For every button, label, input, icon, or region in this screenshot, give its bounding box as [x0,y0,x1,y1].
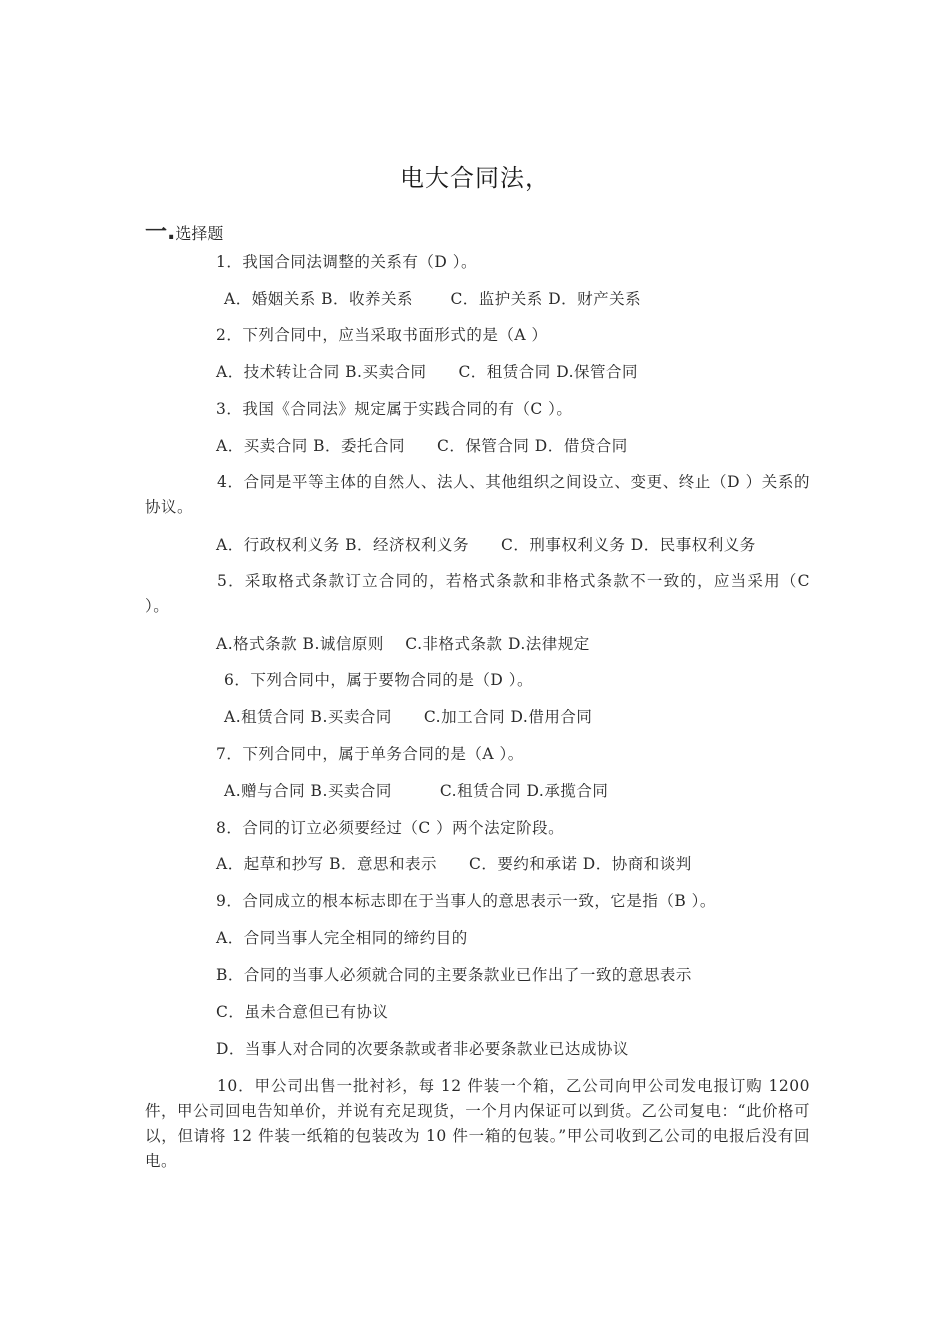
document-title: 电大合同法， [400,164,550,192]
question-3-options: A．买卖合同 B．委托合同 C．保管合同 D．借贷合同 [216,437,628,455]
question-7-options: A.赠与合同 B.买卖合同 C.租赁合同 D.承揽合同 [224,782,609,800]
question-5-options: A.格式条款 B.诚信原则 C.非格式条款 D.法律规定 [216,635,590,653]
section-number: 一. [145,220,176,245]
question-4-options: A．行政权利义务 B．经济权利义务 C．刑事权利义务 D．民事权利义务 [216,536,756,554]
question-8: 8．合同的订立必须要经过（C ）两个法定阶段。 [216,819,565,837]
question-9: 9．合同成立的根本标志即在于当事人的意思表示一致，它是指（B ）。 [216,892,716,910]
question-9-option-b: B．合同的当事人必须就合同的主要条款业已作出了一致的意思表示 [216,966,692,984]
question-8-options: A．起草和抄写 B．意思和表示 C．要约和承诺 D．协商和谈判 [216,855,692,873]
question-9-option-a: A．合同当事人完全相同的缔约目的 [216,929,468,947]
question-4: 4．合同是平等主体的自然人、法人、其他组织之间设立、变更、终止（D ）关系的协议。 [145,473,810,516]
question-10: 10．甲公司出售一批衬衫，每 12 件装一个箱，乙公司向甲公司发电报订购 1200 件，甲公司回电告知单价，并说有充足现货，一个月内保证可以到货。乙公司复电：“此价格可以，但请将 12 件装一纸箱的包装改为 10 件一箱的包装。”甲公司收到乙公司的电报后没有回电。 [145,1077,810,1170]
question-6: 6．下列合同中，属于要物合同的是（D ）。 [224,671,533,689]
question-2-options: A．技术转让合同 B.买卖合同 C．租赁合同 D.保管合同 [216,363,639,381]
question-9-option-d: D．当事人对合同的次要条款或者非必要条款业已达成协议 [216,1040,629,1058]
question-7: 7．下列合同中，属于单务合同的是（A ）。 [216,745,524,763]
question-6-options: A.租赁合同 B.买卖合同 C.加工合同 D.借用合同 [224,708,593,726]
question-2: 2．下列合同中，应当采取书面形式的是（A ） [216,326,548,344]
section-heading [145,215,223,246]
section-label: 选择题 [175,224,224,243]
question-5: 5．采取格式条款订立合同的，若格式条款和非格式条款不一致的，应当采用（C ）。 [145,572,810,615]
question-9-option-c: C．虽未合意但已有协议 [216,1003,389,1021]
question-1: 1．我国合同法调整的关系有（D ）。 [216,253,477,271]
question-3: 3．我国《合同法》规定属于实践合同的有（C ）。 [216,400,573,418]
question-1-options: A．婚姻关系 B．收养关系 C．监护关系 D．财产关系 [224,290,642,308]
